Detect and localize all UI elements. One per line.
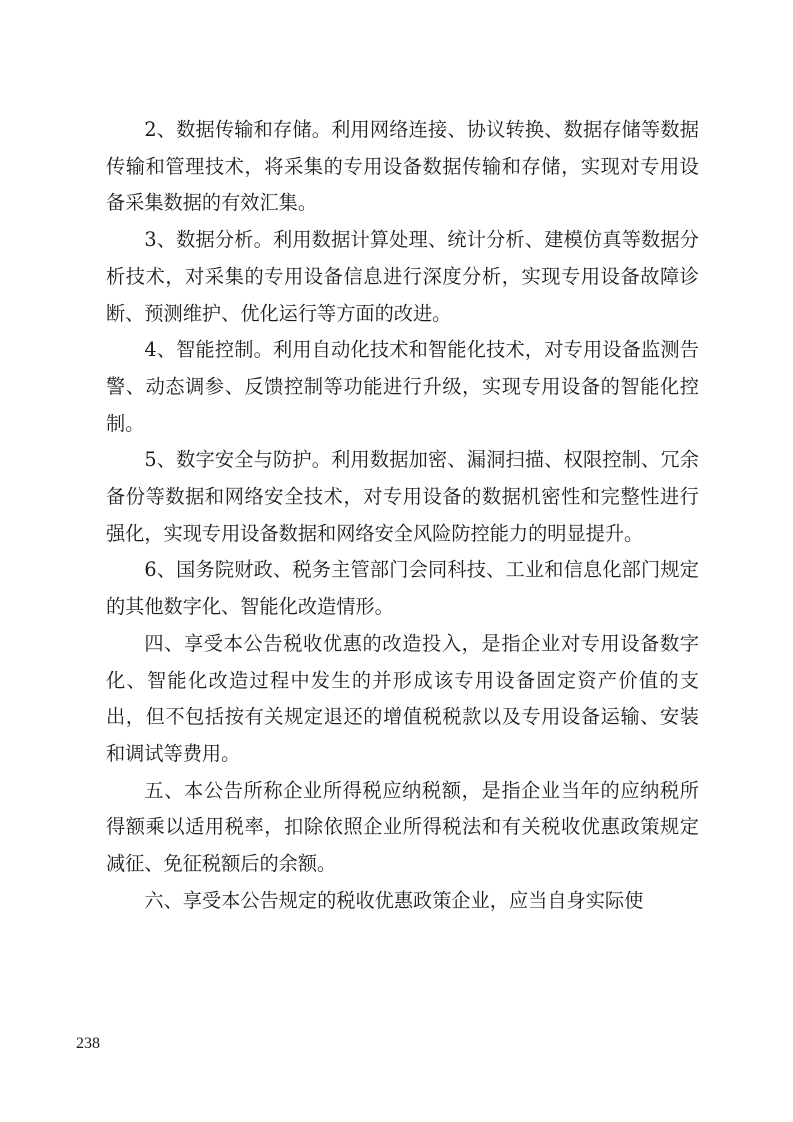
paragraph-data-transmission: 2、数据传输和存储。利用网络连接、协议转换、数据存储等数据传输和管理技术，将采集的专用设备数据传输和存储，实现对专用设备采集数据的有效汇集。 <box>106 118 699 215</box>
paragraph-section-six: 六、享受本公告规定的税收优惠政策企业，应当自身实际使 <box>144 888 644 912</box>
paragraph-section-five: 五、本公告所称企业所得税应纳税额，是指企业当年的应纳税所得额乘以适用税率，扣除依照企业所得税法和有关税收优惠政策规定减征、免征税额后的余额。 <box>106 778 699 876</box>
paragraph-intelligent-control: 4、智能控制。利用自动化技术和智能化技术，对专用设备监测告警、动态调参、反馈控制等功能进行升级，实现专用设备的智能化控制。 <box>106 338 699 435</box>
paragraph-digital-security: 5、数字安全与防护。利用数据加密、漏洞扫描、权限控制、冗余备份等数据和网络安全技术，对专用设备的数据机密性和完整性进行强化，实现专用设备数据和网络安全风险防控能力的明显提升。 <box>106 448 699 545</box>
paragraph-other-cases: 6、国务院财政、税务主管部门会同科技、工业和信息化部门规定的其他数字化、智能化改造情形。 <box>106 558 699 619</box>
body-text <box>106 112 699 919</box>
paragraph-data-analysis: 3、数据分析。利用数据计算处理、统计分析、建模仿真等数据分析技术，对采集的专用设备信息进行深度分析，实现专用设备故障诊断、预测维护、优化运行等方面的改进。 <box>106 228 699 325</box>
paragraph-section-four: 四、享受本公告税收优惠的改造投入，是指企业对专用设备数字化、智能化改造过程中发生的并形成该专用设备固定资产价值的支出，但不包括按有关规定退还的增值税税款以及专用设备运输、安装和调试等费用。 <box>106 631 699 765</box>
page-number: 238 <box>76 1035 100 1052</box>
